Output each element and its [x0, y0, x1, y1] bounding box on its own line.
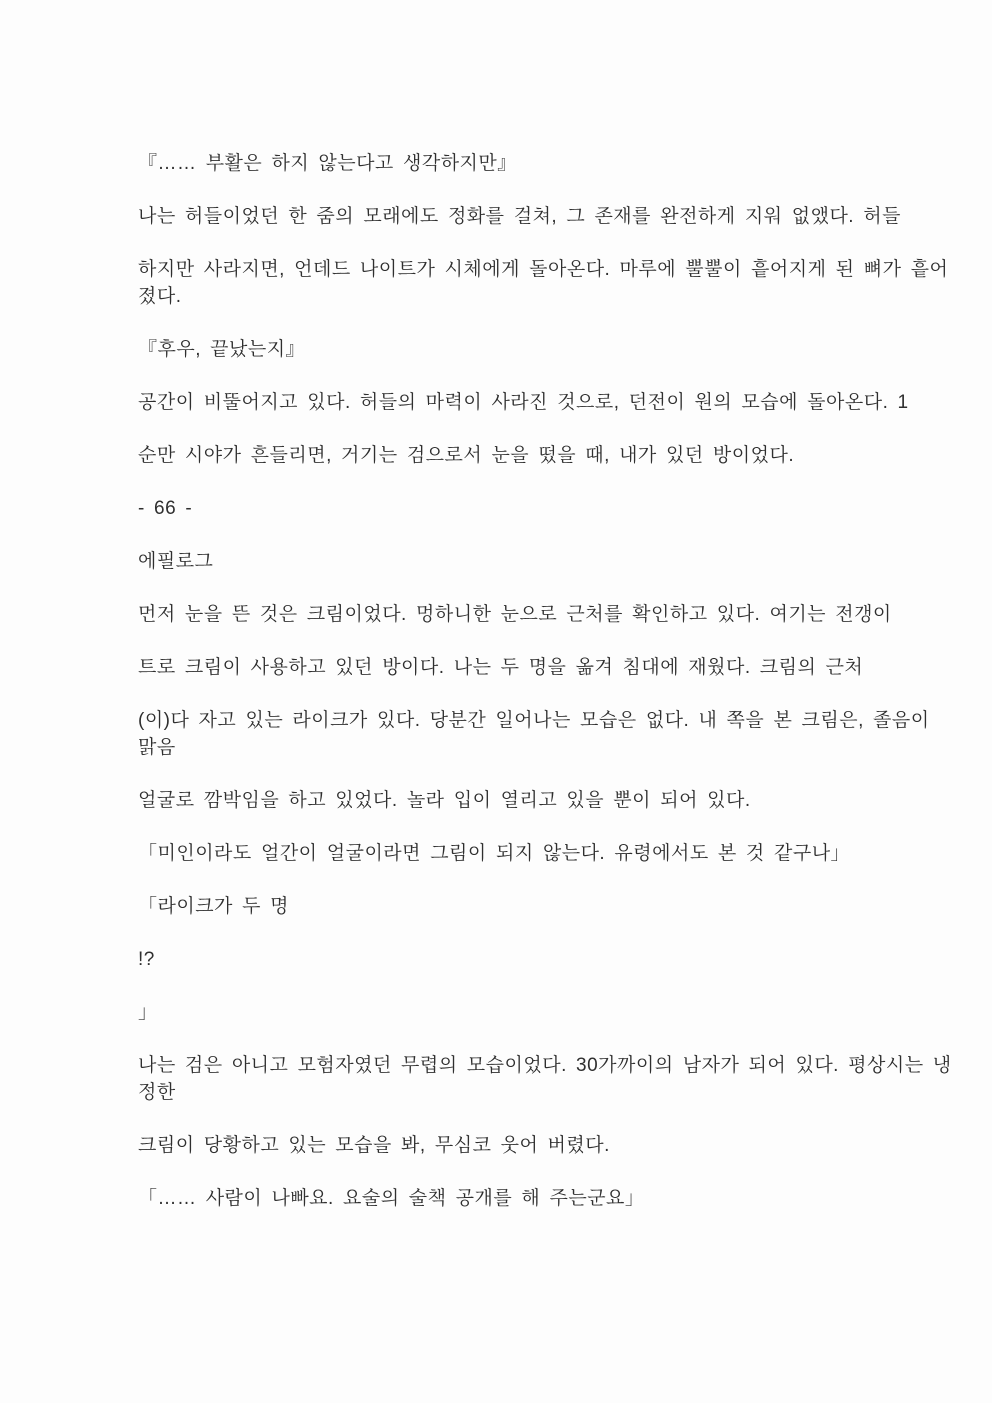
- text-line: 나는 허들이었던 한 줌의 모래에도 정화를 걸쳐, 그 존재를 완전하게 지워 없앴다. 허들: [138, 206, 901, 227]
- text-line: 「라이크가 두 명: [138, 896, 290, 917]
- narration-paragraph: [138, 256, 949, 310]
- text-line: 트로 크림이 사용하고 있던 방이다. 나는 두 명을 옮겨 침대에 재웠다. 크림의 근처: [138, 657, 864, 678]
- monologue-quote: [138, 336, 882, 363]
- text-line: 크림이 당황하고 있는 모습을 봐, 무심코 웃어 버렸다.: [138, 1135, 610, 1156]
- text-line: !?: [138, 949, 155, 970]
- text-line: 졌다.: [138, 286, 182, 307]
- text-line: 얼굴로 깜박임을 하고 있었다. 놀라 입이 열리고 있을 뿐이 되어 있다.: [138, 790, 751, 811]
- text-line: 나는 검은 아니고 모험자였던 무렵의 모습이었다. 30가까이의 남자가 되어 있다. 평상시는 냉: [138, 1055, 952, 1076]
- text-line: 「미인이라도 얼간이 얼굴이라면 그림이 되지 않는다. 유령에서도 본 것 같구나」: [138, 843, 851, 864]
- dialogue-line: [138, 1185, 882, 1212]
- dialogue-line-close: [138, 999, 882, 1026]
- page-number: [138, 495, 882, 522]
- narration-paragraph: [138, 442, 882, 469]
- dialogue-line-open: [138, 893, 882, 920]
- narration-paragraph: [138, 1132, 882, 1159]
- dialogue-line: [138, 840, 882, 867]
- narration-paragraph: [138, 601, 892, 628]
- text-line: 「…… 사람이 나빠요. 요술의 술책 공개를 해 주는군요」: [138, 1188, 645, 1209]
- monologue-quote: [138, 150, 882, 177]
- text-line: 『후우, 끝났는지』: [138, 339, 306, 360]
- text-line: (이)다 자고 있는 라이크가 있다. 당분간 일어나는 모습은 없다. 내 쪽을 본 크림은, 졸음이: [138, 710, 930, 731]
- text-line: 맑음: [138, 737, 176, 758]
- dialogue-interjection: [138, 946, 882, 973]
- page-number-label: - 66 -: [138, 498, 193, 519]
- narration-paragraph: [138, 654, 882, 681]
- text-line: 하지만 사라지면, 언데드 나이트가 시체에게 돌아온다. 마루에 뿔뿔이 흩어지게 된 뼈가 흩어: [138, 259, 949, 280]
- text-line: 순만 시야가 흔들리면, 거기는 검으로서 눈을 떴을 때, 내가 있던 방이었다.: [138, 445, 795, 466]
- section-heading: [138, 548, 882, 575]
- text-line: 먼저 눈을 뜬 것은 크림이었다. 멍하니한 눈으로 근처를 확인하고 있다. 여기는 전갱이: [138, 604, 892, 625]
- text-line: 공간이 비뚤어지고 있다. 허들의 마력이 사라진 것으로, 던전이 원의 모습에 돌아온다. 1: [138, 392, 909, 413]
- narration-paragraph: [138, 389, 909, 416]
- narration-paragraph: [138, 1052, 952, 1106]
- narration-paragraph: [138, 203, 901, 230]
- narration-paragraph: [138, 787, 882, 814]
- section-heading-label: 에필로그: [138, 551, 214, 572]
- text-line: 」: [138, 1002, 158, 1023]
- text-line: 『…… 부활은 하지 않는다고 생각하지만』: [138, 153, 517, 174]
- text-line: 정한: [138, 1082, 176, 1103]
- narration-paragraph: [138, 707, 930, 761]
